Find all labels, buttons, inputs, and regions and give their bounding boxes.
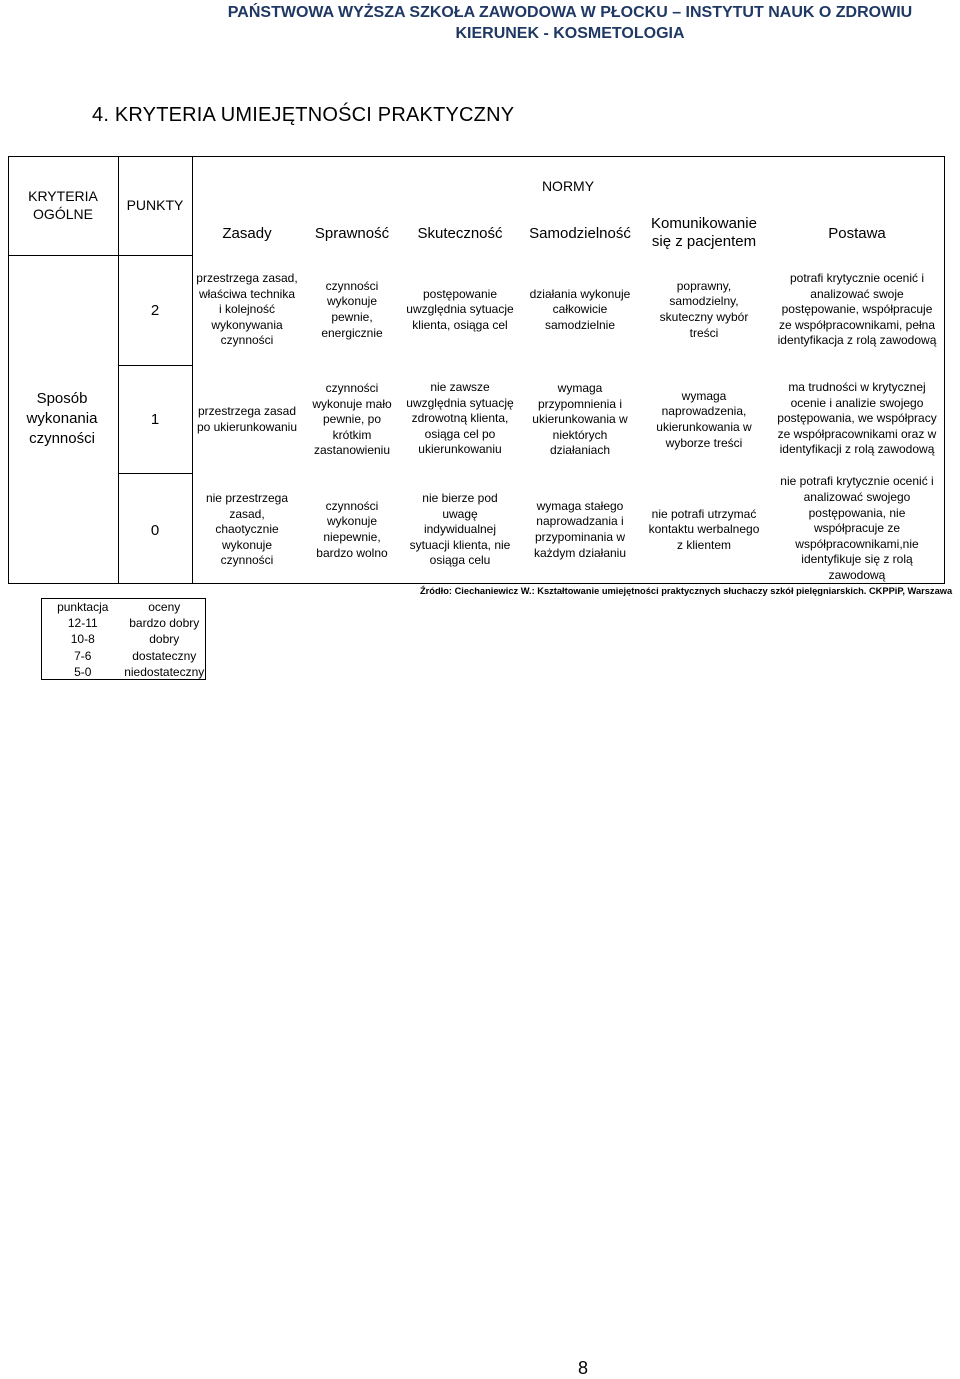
row2-zasady: przestrzega zasad, właściwa technika i kolejność wykonywania czynności bbox=[196, 271, 298, 348]
header-line-2: KIERUNEK - KOSMETOLOGIA bbox=[455, 25, 685, 42]
norm-header-zasady: Zasady bbox=[222, 225, 272, 242]
norm-header-postawa: Postawa bbox=[828, 225, 886, 242]
scoring-grade: niedostateczny bbox=[124, 664, 205, 679]
row2-komunikowanie: poprawny, samodzielny, skuteczny wybór treści bbox=[659, 278, 749, 340]
norm-header-komunikowanie: Komunikowanie się z pacjentem bbox=[651, 215, 757, 250]
table-row-divider-1 bbox=[118, 365, 192, 366]
points-1: 1 bbox=[150, 410, 160, 428]
row1-zasady: przestrzega zasad po ukierunkowaniu bbox=[196, 404, 298, 434]
table-row-divider-header bbox=[8, 255, 192, 256]
row1-sprawnosc: czynności wykonuje mało pewnie, po krótkim zastanowieniu bbox=[312, 381, 392, 458]
scoring-points: 12-11 bbox=[67, 616, 98, 631]
scoring-points: 10-8 bbox=[70, 632, 95, 647]
points-2: 2 bbox=[150, 301, 160, 319]
row2-sprawnosc: czynności wykonuje pewnie, energicznie bbox=[321, 278, 383, 340]
section-title: 4. KRYTERIA UMIEJĘTNOŚCI PRAKTYCZNY bbox=[92, 104, 515, 126]
table-border-right bbox=[944, 156, 945, 584]
header-normy: NORMY bbox=[541, 178, 595, 194]
table-row bbox=[42, 631, 205, 647]
row2-postawa: potrafi krytycznie ocenić i analizować swoje postępowanie, współpracuje ze współpracownikami, pełna identyfikacja z rolą zawodową bbox=[777, 271, 937, 348]
scoring-grade: dobry bbox=[149, 632, 180, 647]
table-row bbox=[42, 664, 205, 680]
row0-skutecznosc: nie bierze pod uwagę indywidualnej sytuacji klienta, nie osiąga celu bbox=[409, 491, 511, 568]
row1-komunikowanie: wymaga naprowadzenia, ukierunkowania w wyborze treści bbox=[656, 388, 752, 450]
norm-header-samodzielnosc: Samodzielność bbox=[529, 225, 631, 242]
header-punkty: PUNKTY bbox=[126, 197, 184, 213]
row0-komunikowanie: nie potrafi utrzymać kontaktu werbalnego z klientem bbox=[648, 506, 760, 552]
table-border-left bbox=[8, 156, 9, 584]
source-note: Źródło: Ciechaniewicz W.: Kształtowanie umiejętności praktycznych słuchaczy szkół pielęgniarskich. CKPPiP, Warszawa bbox=[420, 586, 953, 596]
row2-skutecznosc: postępowanie uwzględnia sytuacje klienta, osiąga cel bbox=[406, 286, 514, 332]
norm-header-skutecznosc: Skuteczność bbox=[417, 225, 503, 242]
table-row bbox=[42, 615, 205, 631]
scoring-header-row bbox=[42, 599, 205, 615]
scoring-table bbox=[41, 598, 206, 680]
scoring-header-punktacja: punktacja bbox=[57, 600, 109, 614]
row0-zasady: nie przestrzega zasad, chaotycznie wykonuje czynności bbox=[205, 491, 289, 568]
row0-samodzielnosc: wymaga stałego naprowadzania i przypominania w każdym działaniu bbox=[533, 498, 627, 560]
norm-header-sprawnosc: Sprawność bbox=[314, 225, 390, 242]
table-border-top bbox=[8, 156, 944, 157]
table-col-divider-2 bbox=[192, 156, 193, 584]
scoring-grade: bardzo dobry bbox=[129, 616, 200, 631]
scoring-points: 5-0 bbox=[74, 664, 92, 679]
table-row bbox=[42, 648, 205, 664]
row0-sprawnosc: czynności wykonuje niepewnie, bardzo wolno bbox=[316, 498, 388, 560]
row0-postawa: nie potrafi krytycznie ocenić i analizować swojego postępowania, nie współpracuje ze współpracownikami,nie identyfikuje się z rolą zawodową bbox=[780, 474, 934, 582]
header-line-1: PAŃSTWOWA WYŻSZA SZKOŁA ZAWODOWA W PŁOCKU – INSTYTUT NAUK O ZDROWIU bbox=[227, 4, 913, 21]
row1-samodzielnosc: wymaga przypomnienia i ukierunkowania w niektórych działaniach bbox=[532, 381, 628, 458]
points-0: 0 bbox=[150, 521, 160, 539]
scoring-grade: dostateczny bbox=[132, 648, 197, 663]
row1-skutecznosc: nie zawsze uwzględnia sytuację zdrowotną klienta, osiąga cel po ukierunkowaniu bbox=[406, 380, 514, 457]
header-kryteria-ogolne: KRYTERIA OGÓLNE bbox=[28, 188, 98, 222]
page-number: 8 bbox=[578, 1358, 589, 1378]
row1-postawa: ma trudności w krytycznej ocenie i analizie swojego postępowania, we współpracy ze współpracownikami oraz w identyfikacji z rolą zawodową bbox=[777, 380, 937, 457]
scoring-header-oceny: oceny bbox=[148, 600, 181, 614]
row2-samodzielnosc: działania wykonuje całkowicie samodzielnie bbox=[529, 286, 631, 332]
table-row-divider-2 bbox=[118, 473, 192, 474]
row-label-sposob-wykonania: Sposób wykonania czynności bbox=[26, 390, 98, 447]
scoring-points: 7-6 bbox=[74, 648, 92, 663]
